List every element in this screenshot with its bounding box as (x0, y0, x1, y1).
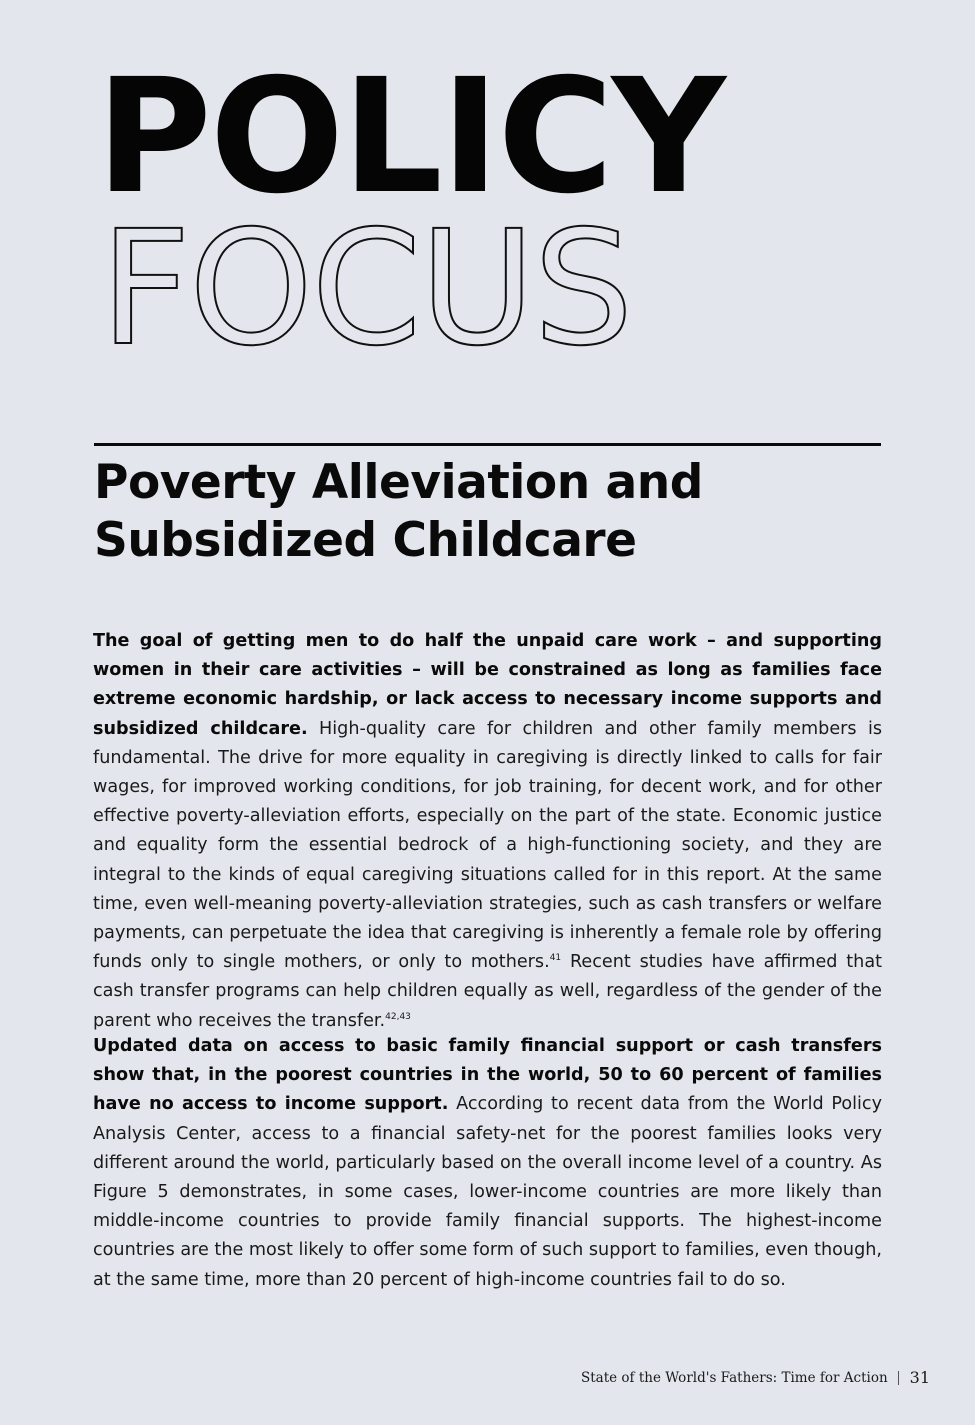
paragraph-2-body: According to recent data from the World Policy Analysis Center, access to a financial safety-net for the poorest families looks very different around the world, particularly based on the overall income level of a country. As Figure 5 demonstrates, in some cases, lower-income countries are more likely than middle-income countries to provide family financial supports. The highest-income countries are the most likely to offer some form of such support to families, even though, at the same time, more than 20 percent of high-income countries fail to do so. (93, 1094, 882, 1290)
footer-separator (898, 1371, 899, 1385)
section-title-line-1: Poverty Alleviation and (94, 455, 703, 510)
section-title (94, 454, 703, 570)
paragraph-1-body: High-quality care for children and other family members is fundamental. The drive for more equality in caregiving is directly linked to calls for fair wages, for improved working conditions, for job training, for decent work, and for other effective poverty-alleviation efforts, especially on the part of the state. Economic justice and equality form the essential bedrock of a high-functioning society, and they are integral to the kinds of equal caregiving situations called for in this report. At the same time, even well-meaning poverty-alleviation strategies, such as cash transfers or welfare payments, can perpetuate the idea that caregiving is inherently a female role by offering funds only to single mothers, or only to mothers. (93, 718, 882, 973)
section-title-line-2: Subsidized Childcare (94, 513, 637, 568)
paragraph-2-lead: Updated data on access to basic family financial support or cash transfers show that, in the poorest countries in the world, 50 to 60 percent of families have no access to income support. (93, 1036, 882, 1115)
footnote-ref-42-43: 42,43 (385, 1011, 411, 1022)
paragraph-1-body-continued: Recent studies have affirmed that cash transfer programs can help children equally as well, regardless of the gender of the parent who receives the transfer. (93, 952, 882, 1031)
section-divider (94, 443, 881, 446)
page-number: 31 (909, 1368, 930, 1387)
page-footer (581, 1368, 930, 1387)
footnote-ref-41: 41 (549, 953, 562, 964)
hero-title-policy: POLICY (96, 45, 724, 229)
paragraph-1-lead: The goal of getting men to do half the unpaid care work – and supporting women in their care activities – will be constrained as long as families face extreme economic hardship, or lack access to necessary income supports and subsidized childcare. (93, 631, 882, 739)
hero-title-focus: FOCUS (100, 197, 632, 381)
paragraph-2 (93, 1032, 882, 1295)
footer-publication-title: State of the World's Fathers: Time for Action (580, 1369, 888, 1386)
paragraph-1 (93, 627, 882, 1036)
